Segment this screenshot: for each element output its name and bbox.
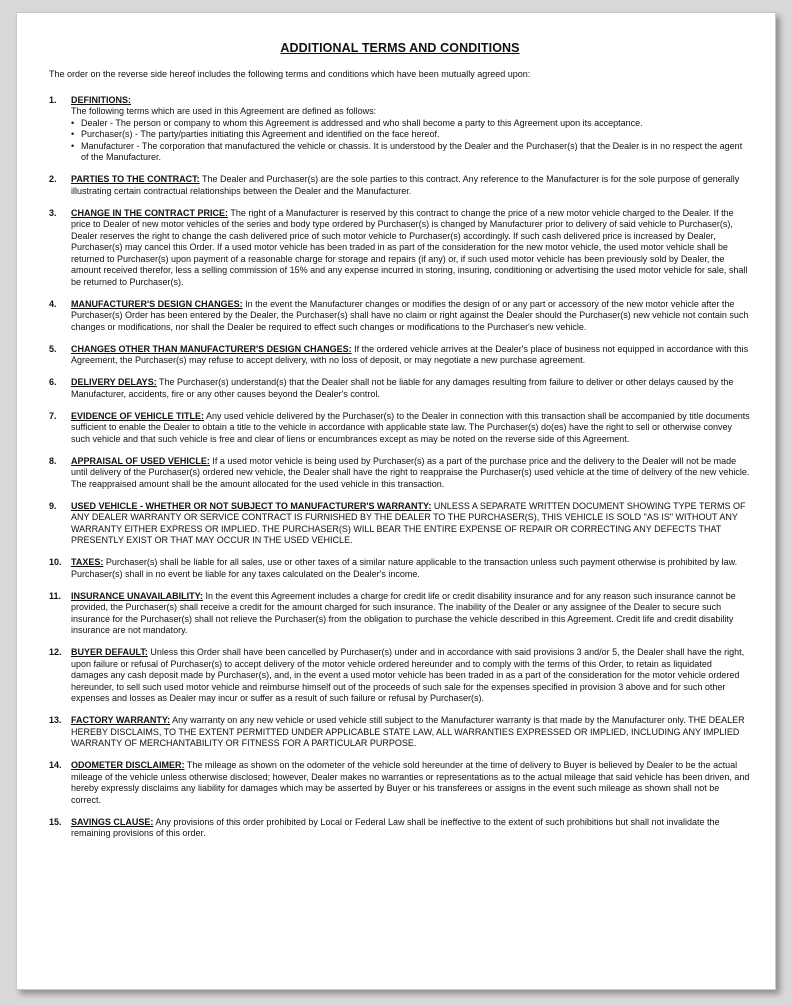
section-body [71, 557, 751, 580]
section-heading: ODOMETER DISCLAIMER: [71, 760, 185, 770]
section-number: 10. [49, 557, 62, 567]
document-page [16, 12, 776, 990]
section-body [71, 344, 751, 367]
section-heading: PARTIES TO THE CONTRACT: [71, 174, 200, 184]
section-heading: INSURANCE UNAVAILABILITY: [71, 590, 203, 601]
section-number: 7. [49, 410, 57, 421]
section-heading: DEFINITIONS: [71, 94, 131, 105]
section-design-changes [49, 299, 751, 334]
section-number: 14. [49, 760, 62, 770]
section-body [71, 647, 751, 705]
section-body [71, 377, 751, 400]
section-text: Any warranty on any new vehicle or used vehicle still subject to the Manufacturer warranty is that made by the Manufacturer only. THE DEALER HEREBY DISCLAIMS, TO THE EXTENT PERMITTED UNDER APPLICABLE STATE LAW, ALL WARRANTIES EXPRESSED OR IMPLIED, INCLUDING ANY IMPLIED WARRANTY OF MERCHANTABILITY OR FITNESS FOR A PARTICULAR PURPOSE. [71, 715, 745, 748]
section-text: If a used motor vehicle is being used by Purchaser(s) as a part of the purchase price and the delivery to the Dealer will not be made until delivery of the Purchaser(s) ordered new vehicle, the Dealer shall have the right to reappraise the Purchaser(s) used vehicle at the time of delivery of the new vehicle. The reappraised amount shall be the amount allocated for the used vehicle in this transaction. [71, 455, 750, 489]
bullet-icon: • [71, 140, 75, 151]
section-number: 6. [49, 377, 57, 387]
section-number: 1. [49, 94, 57, 105]
section-body [71, 411, 751, 446]
section-other-changes [49, 344, 751, 367]
section-number: 15. [49, 816, 62, 827]
section-heading: SAVINGS CLAUSE: [71, 816, 154, 827]
section-body [71, 174, 751, 197]
section-delivery-delays [49, 377, 751, 400]
section-used-vehicle-warranty [49, 501, 751, 547]
section-number: 9. [49, 500, 57, 511]
section-appraisal [49, 456, 751, 491]
section-text: The right of a Manufacturer is reserved by this contract to change the price of a new motor vehicle charged to the Dealer. If the price to Dealer of new motor vehicles of the series and body type ordered by Purchaser(s) is changed by Manufacturer prior to delivery of said vehicle to Purchaser(s), Dealer reserves the right to change the cash delivered price of such motor vehicle to Purchaser(s) accordingly. If such cash delivered price is increased by Dealer, Purchaser(s) may cancel this Order. If a used motor vehicle has been traded in as part of the consideration for the new motor vehicle, the used motor vehicle shall be returned to Purchaser(s) upon payment of a reasonable charge for storage and repairs (if any) or, if such used motor vehicle has been previously sold by Dealer, the amount received therefor, less a selling commission of 15% and any expense incurred in storing, insuring, conditioning or advertising the used motor vehicle for sale, shall be returned to Purchaser(s). [71, 207, 748, 287]
section-text: The Purchaser(s) understand(s) that the Dealer shall not be liable for any damages resulting from failure to deliver or other delays caused by the Manufacturer, accidents, fire or any other causes beyond the Dealer's control. [71, 377, 734, 399]
section-text: UNLESS A SEPARATE WRITTEN DOCUMENT SHOWING TYPE TERMS OF ANY DEALER WARRANTY OR SERVICE CONTRACT IS FURNISHED BY THE DEALER TO THE PURCHASER(S), THIS VEHICLE IS SOLD "AS IS" WITHOUT ANY WARRANTY EITHER EXPRESS OR IMPLIED. THE PURCHASER(S) WILL BEAR THE ENTIRE EXPENSE OF REPAIR OR CORRECTING ANY DEFECTS THAT PRESENTLY EXIST OR THAT MAY OCCUR IN THE USED VEHICLE. [71, 500, 746, 545]
section-number: 12. [49, 647, 62, 657]
section-text: Unless this Order shall have been cancelled by Purchaser(s) under and in accordance with said provisions 3 and/or 5, the Dealer shall have the right, upon failure or refusal of Purchaser(s) to accept delivery of the motor vehicle ordered hereunder and to comply with the terms of this Order, to retain as liquidated damages any cash deposit made by Purchaser(s), and, in the event a used motor vehicle has been traded in as a part of the consideration for the motor vehicle ordered hereunder, to sell such used motor vehicle and reimburse himself out of the proceeds of such sale for the expenses specified in provision 3 above and for such other expenses and losses as Dealer may incur or suffer as a result of such failure or refusal by Purchaser(s). [71, 647, 745, 703]
section-heading: TAXES: [71, 557, 104, 567]
section-heading: USED VEHICLE - WHETHER OR NOT SUBJECT TO MANUFACTURER'S WARRANTY: [71, 500, 432, 511]
definitions-lead: The following terms which are used in this Agreement are defined as follows: [71, 106, 377, 116]
section-heading: CHANGE IN THE CONTRACT PRICE: [71, 207, 228, 218]
definition-item [71, 129, 751, 141]
section-number: 2. [49, 174, 57, 184]
section-number: 4. [49, 298, 57, 309]
section-body [71, 817, 751, 840]
section-text: In the event this Agreement includes a charge for credit life or credit disability insurance and for any reason such insurance cannot be provided, the Purchaser(s) shall receive a credit for the amount charged for such insurance. The inability of the Dealer or any assignee of the Dealer to secure such insurance for the Purchaser(s) shall not relieve the Purchaser(s) from the obligation to purchase the vehicle described in this Agreement. Credit life and credit disability insurance are not mandatory. [71, 590, 736, 635]
section-text: Any provisions of this order prohibited by Local or Federal Law shall be ineffective to the extent of such prohibitions but shall not invalidate the remaining provisions of this order. [71, 816, 720, 838]
section-text: Purchaser(s) shall be liable for all sales, use or other taxes of a similar nature applicable to the transaction unless such payment otherwise is prohibited by law. Purchaser(s) shall in no event be liable for any taxes calculated on the Dealer's income. [71, 557, 738, 579]
section-body [71, 591, 751, 637]
section-text: The Dealer and Purchaser(s) are the sole parties to this contract. Any reference to the Manufacturer is for the sole purpose of generally illustrating certain contractual relationships between the Dealer and the Manufacturer. [71, 174, 740, 196]
section-taxes [49, 557, 751, 580]
definitions-list [71, 118, 751, 164]
section-body [71, 760, 751, 806]
section-buyer-default [49, 647, 751, 705]
section-parties [49, 174, 751, 197]
section-heading: FACTORY WARRANTY: [71, 715, 171, 725]
section-heading: BUYER DEFAULT: [71, 647, 148, 657]
section-vehicle-title [49, 411, 751, 446]
section-savings [49, 817, 751, 840]
definition-text: Purchaser(s) - The party/parties initiating this Agreement and identified on the face hereof. [81, 129, 440, 139]
section-number: 5. [49, 343, 57, 354]
section-number: 13. [49, 715, 62, 725]
document-title: ADDITIONAL TERMS AND CONDITIONS [280, 41, 520, 55]
bullet-icon: • [71, 117, 75, 128]
section-text: In the event the Manufacturer changes or modifies the design of or any part or accessory of the new motor vehicle after the Purchaser(s) Order has been entered by the Dealer, the Purchaser(s) shall have no claim or right against the Dealer should the Purchaser(s) new vehicle not contain such changes or modifications, nor shall the Dealer be required to effect such changes or modifications to the Purchaser's new vehicle. [71, 298, 749, 332]
section-number: 11. [49, 590, 62, 601]
section-text: If the ordered vehicle arrives at the Dealer's place of business not equipped in accordance with this Agreement, the Purchaser(s) may refuse to accept delivery, with no loss of deposit, or may negotiate a new purchase agreement. [71, 343, 749, 365]
section-text: The mileage as shown on the odometer of the vehicle sold hereunder at the time of delivery to Buyer is believed by Dealer to be the actual mileage of the vehicle unless otherwise disclosed; however, Dealer makes no warranties or representations as to the actual mileage that said vehicle has been driven, and hereby expressly disclaims any liability for damages which may be asserted by Buyer or his transferees or assigns in the event such mileage as shown shall not be correct. [71, 760, 750, 805]
section-odometer [49, 760, 751, 806]
section-heading: DELIVERY DELAYS: [71, 377, 157, 387]
section-heading: CHANGES OTHER THAN MANUFACTURER'S DESIGN CHANGES: [71, 343, 352, 354]
section-factory-warranty [49, 715, 751, 750]
bullet-icon: • [71, 129, 75, 139]
section-heading: APPRAISAL OF USED VEHICLE: [71, 455, 210, 466]
section-body [71, 208, 751, 289]
definition-item [71, 141, 751, 164]
section-body [71, 715, 751, 750]
section-body [71, 299, 751, 334]
section-number: 8. [49, 455, 57, 466]
intro-paragraph: The order on the reverse side hereof includes the following terms and conditions which have been mutually agreed upon: [49, 69, 531, 79]
section-text: Any used vehicle delivered by the Purchaser(s) to the Dealer in connection with this transaction shall be accompanied by title documents sufficient to enable the Dealer to obtain a title to the vehicle in accordance with applicable state law. The Purchaser(s) do(es) have the right to sell or otherwise convey such vehicle and that such vehicle is free and clear of liens or encumbrances except as may be noted on the reverse side of this Agreement. [71, 410, 750, 444]
section-body [71, 501, 751, 547]
section-definitions [49, 95, 751, 164]
section-number: 3. [49, 207, 57, 218]
section-body [71, 456, 751, 491]
section-heading: MANUFACTURER'S DESIGN CHANGES: [71, 298, 243, 309]
definition-text: Dealer - The person or company to whom this Agreement is addressed and who shall become a party to this Agreement upon its acceptance. [81, 117, 643, 128]
definition-text: Manufacturer - The corporation that manufactured the vehicle or chassis. It is understood by the Dealer and the Purchaser(s) that the Dealer is in no respect the agent of the Manufacturer. [81, 140, 743, 162]
section-heading: EVIDENCE OF VEHICLE TITLE: [71, 410, 205, 421]
section-price-change [49, 208, 751, 289]
section-body [71, 95, 751, 164]
definition-item [71, 118, 751, 130]
section-insurance [49, 591, 751, 637]
